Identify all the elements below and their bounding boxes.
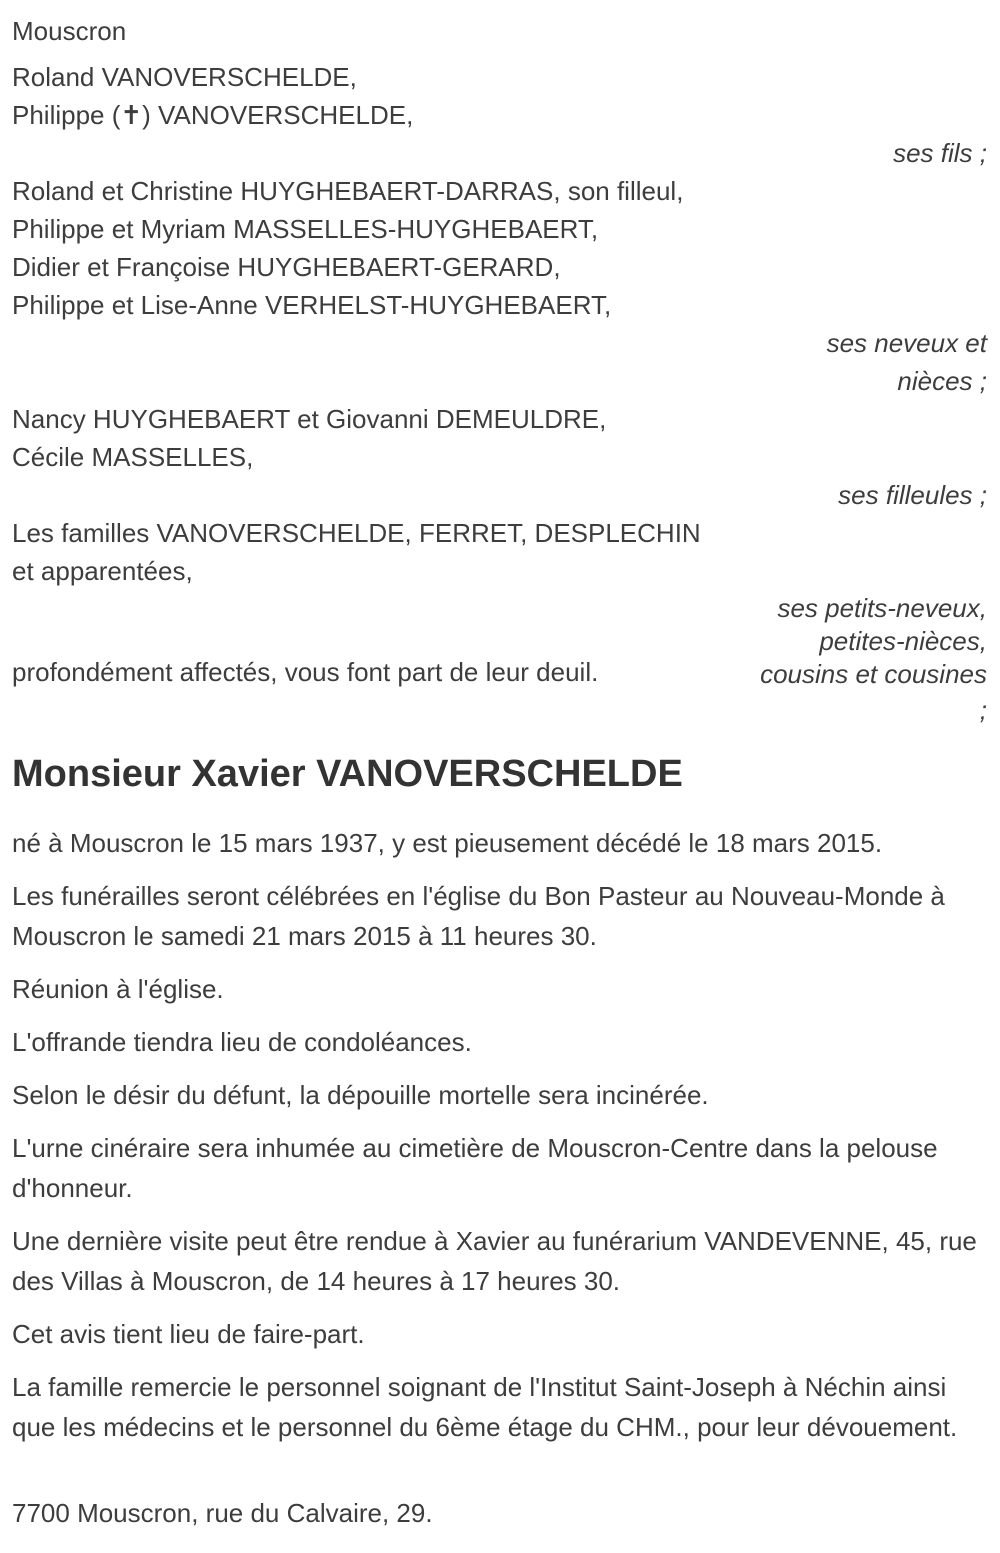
body-paragraph: La famille remercie le personnel soignant de l'Institut Saint-Joseph à Néchin ainsi que les médecins et le personnel du 6ème étage du CHM., pour leur dévouement. xyxy=(12,1372,958,1442)
mourner-line: Cécile MASSELLES, xyxy=(12,442,254,472)
mourner-line: Roland et Christine HUYGHEBAERT-DARRAS, son filleul, xyxy=(12,176,684,206)
body-paragraph: L'urne cinéraire sera inhumée au cimetière de Mouscron-Centre dans la pelouse d'honneur. xyxy=(12,1133,938,1203)
city-label: Mouscron xyxy=(12,16,127,46)
body-paragraph: Selon le désir du défunt, la dépouille mortelle sera incinérée. xyxy=(12,1080,709,1110)
mourner-line: Philippe (✝) VANOVERSCHELDE, xyxy=(12,100,414,130)
relation-label: ses filleules ; xyxy=(838,480,987,510)
address-line: 7700 Mouscron, rue du Calvaire, 29. xyxy=(12,1498,433,1528)
body-paragraph: Une dernière visite peut être rendue à Xavier au funérarium VANDEVENNE, 45, rue des Villas à Mouscron, de 14 heures à 17 heures 30. xyxy=(12,1226,977,1296)
mourner-line: et apparentées, xyxy=(12,556,193,586)
mourner-group-nephews xyxy=(12,172,987,400)
mourner-line: Philippe et Myriam MASSELLES-HUYGHEBAERT, xyxy=(12,214,599,244)
relation-label: nièces ; xyxy=(897,366,987,396)
body-paragraph: Les funérailles seront célébrées en l'église du Bon Pasteur au Nouveau-Monde à Mouscron le samedi 21 mars 2015 à 11 heures 30. xyxy=(12,881,945,951)
mourner-line: Les familles VANOVERSCHELDE, FERRET, DESPLECHIN xyxy=(12,518,701,548)
mourner-group-goddaughters xyxy=(12,400,987,514)
body-paragraph: Réunion à l'église. xyxy=(12,974,224,1004)
mourner-line: Didier et Françoise HUYGHEBAERT-GERARD, xyxy=(12,252,561,282)
mourner-group-sons xyxy=(12,58,987,172)
relation-label: ses petits-neveux, xyxy=(777,593,987,623)
relation-label: cousins et cousines xyxy=(760,659,987,689)
relation-label: petites-nièces, xyxy=(819,626,987,656)
body-paragraph: Cet avis tient lieu de faire-part. xyxy=(12,1319,365,1349)
relation-label: ses fils ; xyxy=(893,138,987,168)
closing-block xyxy=(12,592,987,691)
deceased-name-heading: Monsieur Xavier VANOVERSCHELDE xyxy=(12,753,683,795)
relation-terminator: ; xyxy=(979,695,987,725)
mourner-line: Philippe et Lise-Anne VERHELST-HUYGHEBAERT, xyxy=(12,290,612,320)
mourner-line: Roland VANOVERSCHELDE, xyxy=(12,62,357,92)
body-paragraph: L'offrande tiendra lieu de condoléances. xyxy=(12,1027,472,1057)
mourner-line: Nancy HUYGHEBAERT et Giovanni DEMEULDRE, xyxy=(12,404,607,434)
body-paragraph: né à Mouscron le 15 mars 1937, y est pieusement décédé le 18 mars 2015. xyxy=(12,828,883,858)
closing-sentence: profondément affectés, vous font part de leur deuil. xyxy=(12,657,599,687)
mourner-group-families xyxy=(12,514,987,590)
relation-label: ses neveux et xyxy=(826,328,987,358)
